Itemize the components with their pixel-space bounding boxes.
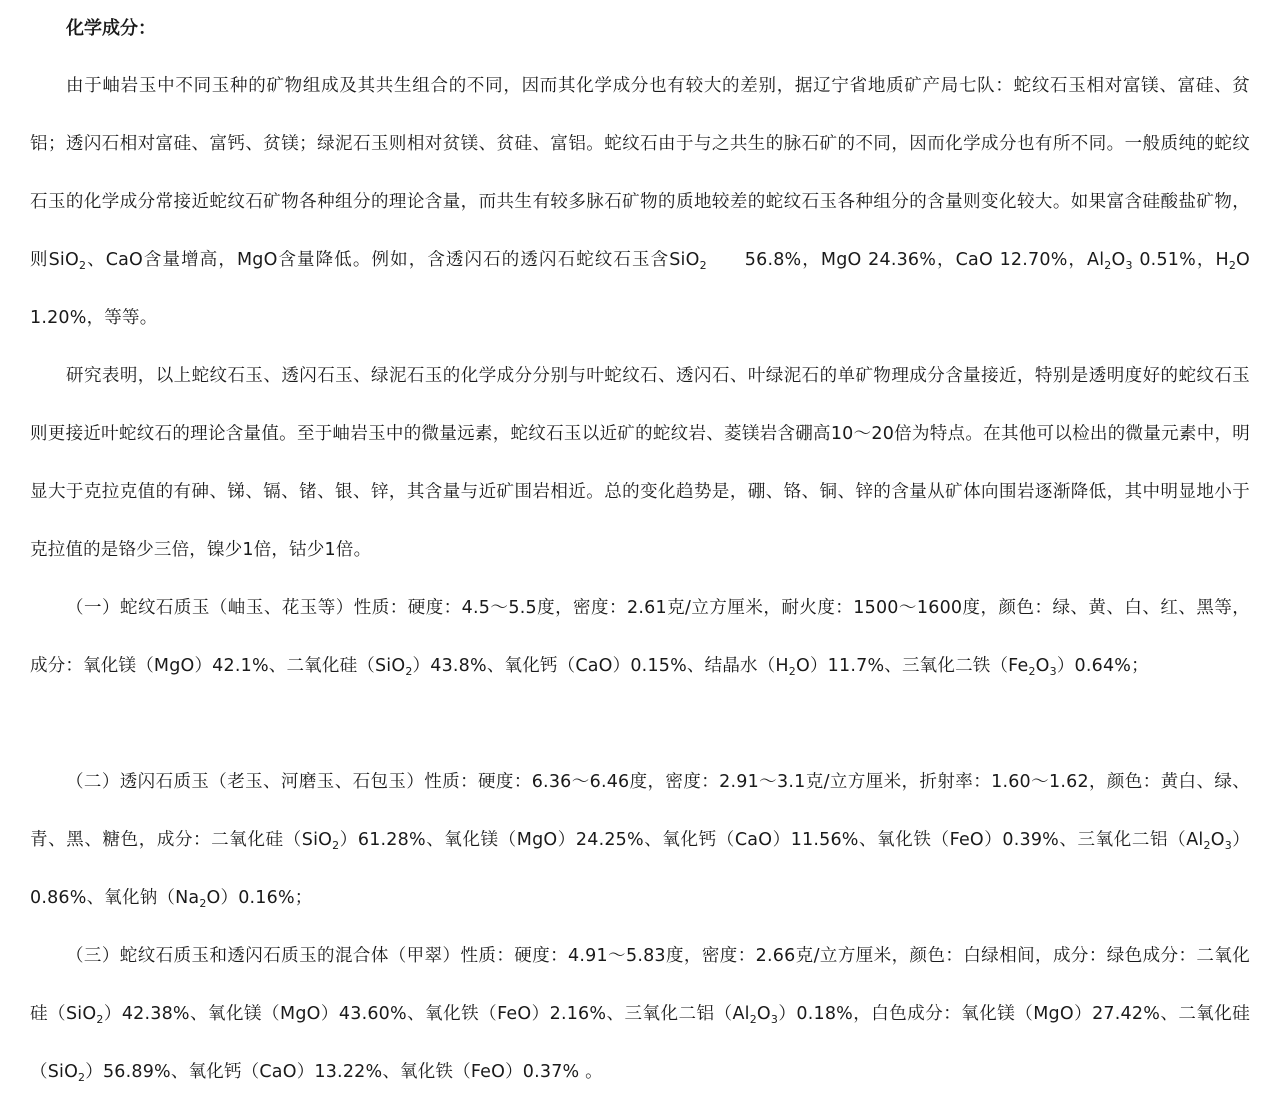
subscript: 3	[1224, 839, 1232, 852]
paragraph-chemical-composition-overview	[30, 57, 1250, 347]
paragraph-mixed-jade	[30, 927, 1250, 1101]
text-run: O）11.7%、三氧化二铁（Fe	[796, 656, 1029, 676]
subscript: 2	[199, 897, 207, 910]
text-run: O	[1210, 830, 1225, 850]
subscript: 2	[96, 1013, 104, 1026]
text-run: O	[756, 1004, 771, 1024]
text-run: 0.51%，H	[1132, 250, 1229, 270]
text-run: O	[1035, 656, 1050, 676]
subscript: 3	[770, 1013, 779, 1026]
text-run: 56.8%，MgO 24.36%，CaO 12.70%，Al	[744, 250, 1105, 270]
text-run: （三）蛇纹石质玉和透闪石质玉的混合体（甲翠）性质：硬度：4.91～5.83度，密度：2.66克/立方厘米，颜色：白绿相间，成分：绿色成分：二氧化硅（SiO	[30, 946, 1250, 1024]
subscript: 2	[749, 1013, 757, 1026]
subscript: 2	[78, 1071, 86, 1084]
subscript: 3	[1125, 259, 1133, 272]
text-run: ）56.89%、氧化钙（CaO）13.22%、氧化铁（FeO）0.37% 。	[85, 1062, 603, 1082]
text-run: ）61.28%、氧化镁（MgO）24.25%、氧化钙（CaO）11.56%、氧化铁（FeO）0.39%、三氧化二铝（Al	[339, 830, 1204, 850]
subscript: 2	[405, 665, 413, 678]
section-heading: 化学成分：	[66, 18, 156, 39]
text-run: ）0.64%；	[1056, 656, 1149, 676]
paragraph-serpentine-jade	[30, 579, 1250, 695]
text-run: O 1.20%，等等。	[30, 250, 1251, 328]
subscript: 2	[699, 259, 707, 272]
subscript: 2	[1028, 665, 1036, 678]
text-run: 由于岫岩玉中不同玉种的矿物组成及其共生组合的不同，因而其化学成分也有较大的差别，据辽宁省地质矿产局七队：蛇纹石玉相对富镁、富硅、贫铝；透闪石相对富硅、富钙、贫镁；绿泥石玉则相对贫镁、贫硅、富铝。蛇纹石由于与之共生的脉石矿的不同，因而化学成分也有所不同。一般质纯的蛇纹石玉的化学成分常接近蛇纹石矿物各种组分的理论含量，而共生有较多脉石矿物的质地较差的蛇纹石玉各种组分的含量则变化较大。如果富含硅酸盐矿物，则SiO	[30, 76, 1250, 270]
text-run: 、CaO含量增高，MgO含量降低。例如，含透闪石的透闪石蛇纹石玉含SiO	[86, 250, 700, 270]
subscript: 2	[1104, 259, 1112, 272]
subscript: 2	[1228, 259, 1237, 272]
text-run: O）0.16%；	[206, 888, 313, 908]
paragraph-tremolite-jade	[30, 753, 1250, 927]
paragraph-research-findings: 研究表明，以上蛇纹石玉、透闪石玉、绿泥石玉的化学成分分别与叶蛇纹石、透闪石、叶绿泥石的单矿物理成分含量接近，特别是透明度好的蛇纹石玉则更接近叶蛇纹石的理论含量值。至于岫岩玉中的微量远素，蛇纹石玉以近矿的蛇纹岩、菱镁岩含硼高10～20倍为特点。在其他可以检出的微量元素中，明显大于克拉克值的有砷、锑、镉、锗、银、锌，其含量与近矿围岩相近。总的变化趋势是，硼、铬、铜、锌的含量从矿体向围岩逐渐降低，其中明显地小于克拉值的是铬少三倍，镍少1倍，钴少1倍。	[30, 366, 1250, 560]
subscript: 2	[332, 839, 340, 852]
subscript: 3	[1049, 665, 1057, 678]
text-run: ）0.86%、氧化钠（Na	[30, 830, 1251, 908]
text-run: O	[1111, 250, 1126, 270]
subscript: 2	[78, 259, 87, 272]
text-run: ）42.38%、氧化镁（MgO）43.60%、氧化铁（FeO）2.16%、三氧化二铝（Al	[103, 1004, 750, 1024]
text-run: ）0.18%，白色成分：氧化镁（MgO）27.42%、二氧化硅（SiO	[30, 1004, 1250, 1082]
text-run: （一）蛇纹石质玉（岫玉、花玉等）性质：硬度：4.5～5.5度，密度：2.61克/立方厘米，耐火度：1500～1600度，颜色：绿、黄、白、红、黑等，成分：氧化镁（MgO）42.1%、二氧化硅（SiO	[30, 598, 1250, 676]
text-run: （二）透闪石质玉（老玉、河磨玉、石包玉）性质：硬度：6.36～6.46度，密度：2.91～3.1克/立方厘米，折射率：1.60～1.62，颜色：黄白、绿、青、黑、糖色，成分：二氧化硅（SiO	[30, 772, 1250, 850]
subscript: 2	[1203, 839, 1211, 852]
text-run: ）43.8%、氧化钙（CaO）0.15%、结晶水（H	[412, 656, 789, 676]
subscript: 2	[788, 665, 796, 678]
